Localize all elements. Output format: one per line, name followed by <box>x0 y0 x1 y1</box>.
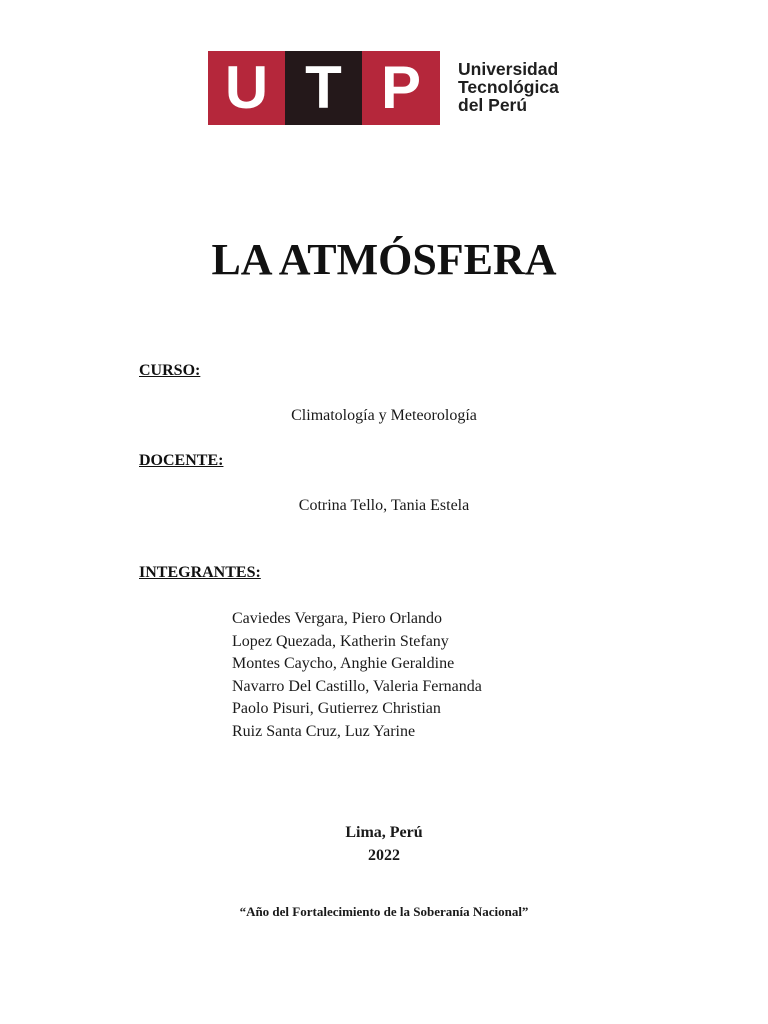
utp-logo <box>208 51 559 125</box>
member-name: Montes Caycho, Anghie Geraldine <box>232 655 455 673</box>
logo-block-p <box>362 51 440 125</box>
university-name <box>458 51 559 125</box>
members-label: INTEGRANTES: <box>139 564 261 581</box>
logo-letter-t: T <box>305 54 342 121</box>
place-text: Lima, Perú <box>345 824 423 841</box>
member-name: Paolo Pisuri, Gutierrez Christian <box>232 700 441 718</box>
year-motto: “Año del Fortalecimiento de la Soberanía Nacional” <box>239 904 529 919</box>
teacher-label: DOCENTE: <box>139 452 224 469</box>
member-name: Lopez Quezada, Katherin Stefany <box>232 632 449 650</box>
member-name: Navarro Del Castillo, Valeria Fernanda <box>232 677 482 695</box>
university-name-line-3: del Perú <box>458 95 528 115</box>
year-text: 2022 <box>368 847 400 864</box>
logo-block-t <box>285 51 362 125</box>
member-name: Caviedes Vergara, Piero Orlando <box>232 610 443 627</box>
member-name: Ruiz Santa Cruz, Luz Yarine <box>232 722 416 740</box>
logo-letter-p: P <box>380 54 422 121</box>
course-value: Climatología y Meteorología <box>291 407 477 424</box>
members-list <box>232 608 482 744</box>
logo-letter-u: U <box>224 54 269 121</box>
logo-block-u <box>208 51 285 125</box>
teacher-value: Cotrina Tello, Tania Estela <box>298 497 470 514</box>
course-label: CURSO: <box>139 362 201 379</box>
university-name-line-2: Tecnológica <box>458 77 559 97</box>
university-name-line-1: Universidad <box>458 59 559 79</box>
document-title: LA ATMÓSFERA <box>211 235 557 284</box>
